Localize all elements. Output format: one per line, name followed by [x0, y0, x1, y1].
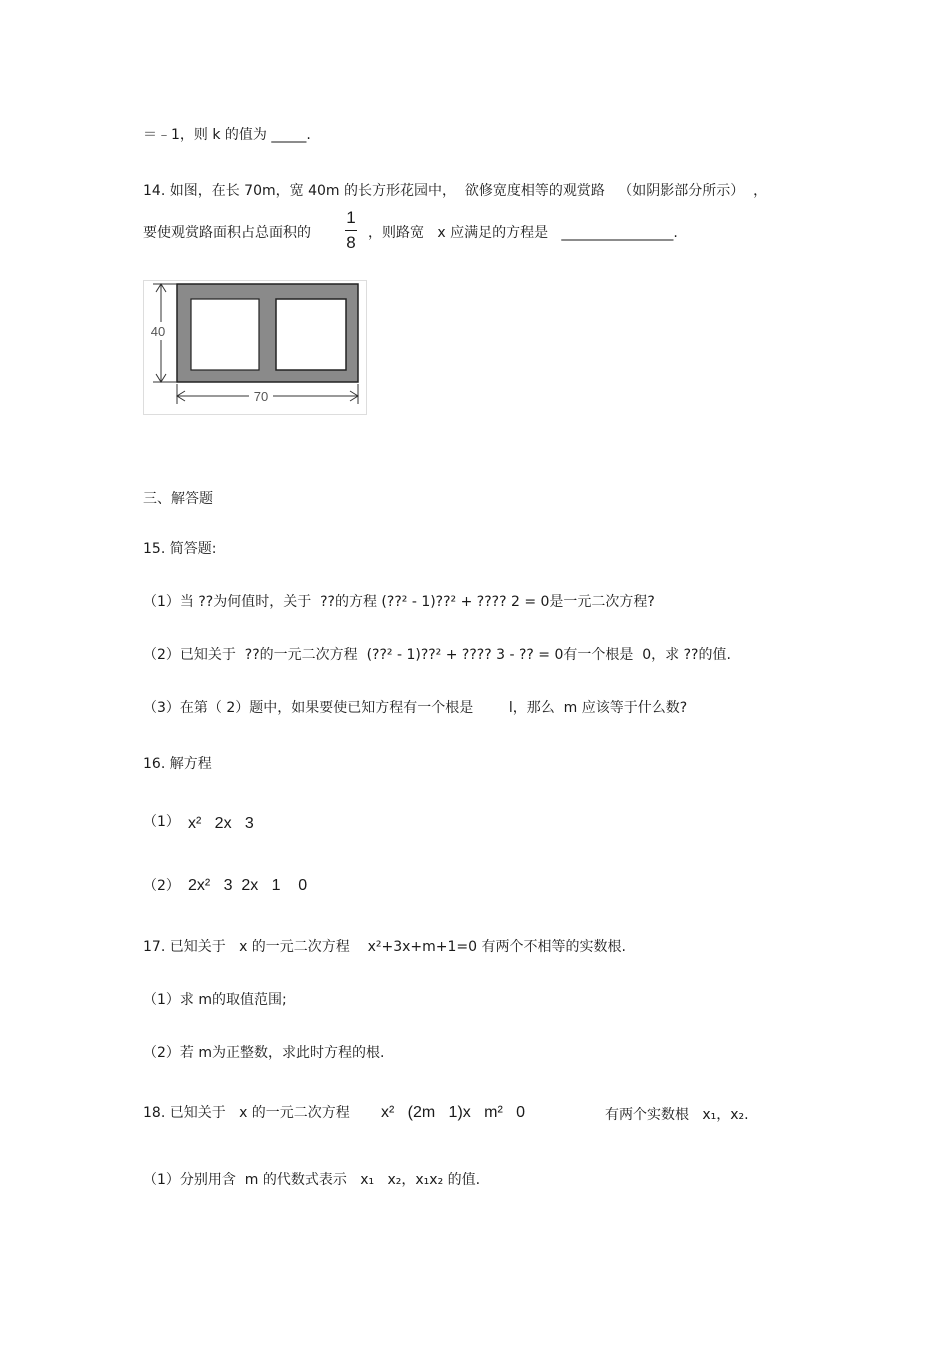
- garden-plot-left: [191, 299, 259, 370]
- q15-title: 15. 简答题:: [143, 541, 217, 557]
- q14-line1: 14. 如图，在长 70m，宽 40m 的长方形花园中， 欲修宽度相等的观赏路 （如阴影部分所示） ，: [143, 183, 768, 199]
- q16-part1-equation: x² 2x 3: [188, 815, 254, 832]
- q15-part2: （2）已知关于 ??的一元二次方程 (??² - 1)??² + ???? 3 - ?? = 0有一个根是 0，求 ??的值.: [143, 647, 731, 663]
- q13-tail: ＝﹣1，则 k 的值为 _____.: [143, 127, 311, 143]
- fraction-numerator: 1: [346, 208, 356, 227]
- fraction-bar: [345, 230, 357, 231]
- q18-title-tail: 有两个实数根 x₁，x₂.: [605, 1107, 749, 1123]
- q16-part1-label: （1）: [143, 814, 180, 830]
- q16-part2-label: （2）: [143, 878, 180, 894]
- garden-plot-right: [276, 299, 346, 370]
- q15-part3: （3）在第（ 2）题中，如果要使已知方程有一个根是 l，那么 m 应该等于什么数?: [143, 700, 688, 716]
- q18-title-text: 18. 已知关于 x 的一元二次方程: [143, 1105, 350, 1121]
- q14-line2-a: 要使观赏路面积占总面积的: [143, 225, 311, 241]
- q15-part1: （1）当 ??为何值时，关于 ??的方程 (??² - 1)??² + ???? 2 = 0是一元二次方程?: [143, 594, 655, 610]
- q17-part1: （1）求 m的取值范围;: [143, 992, 287, 1008]
- height-label: 40: [150, 324, 166, 339]
- q14-fraction: [344, 208, 358, 253]
- q16-part2-equation: 2x² 3 2x 1 0: [188, 877, 308, 894]
- q17-title: 17. 已知关于 x 的一元二次方程 x²+3x+m+1=0 有两个不相等的实数根.: [143, 939, 626, 955]
- q18-equation: x² (2m 1)x m² 0: [381, 1104, 526, 1121]
- width-label: 70: [253, 389, 269, 404]
- fraction-denominator: 8: [346, 233, 356, 252]
- q17-part2: （2）若 m为正整数，求此时方程的根.: [143, 1045, 385, 1061]
- section-heading: 三、解答题: [143, 491, 213, 507]
- q16-title: 16. 解方程: [143, 756, 212, 772]
- q18-part1: （1）分别用含 m 的代数式表示 x₁ x₂，x₁x₂ 的值.: [143, 1172, 481, 1188]
- garden-figure: [143, 280, 368, 416]
- q14-line2-b: ，则路宽 x 应满足的方程是 ________________.: [368, 225, 678, 241]
